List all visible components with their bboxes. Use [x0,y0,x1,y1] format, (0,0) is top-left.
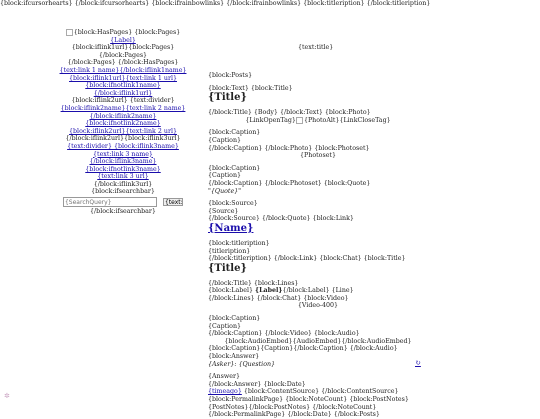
post-line: {block:Caption}{Caption}{/block:Caption} {/block:Audio} {block:Answer} [208,345,398,361]
date-line [208,388,428,396]
content-source: {block:ContentSource} {/block:ContentSource} [241,388,399,396]
refresh-icon[interactable]: ↻ [415,359,421,367]
blog-title: {text:title} [298,44,334,51]
link-3-notname[interactable]: {/block:iflink3name}{block:ifnotlink3name} [85,158,161,173]
sidebar-line: {/block:iflink2url}{block:iflink3url} [65,135,181,143]
sidebar-line: {/block:iflink3url} [93,180,153,188]
post-line: {/block:Caption} {/block:Video} {block:Audio} [208,330,360,338]
photoset: {Photoset} [300,152,336,160]
link-1-url[interactable]: {block:iflink1url}{text:link 1 url} [69,74,177,82]
searchbar-end: {/block:ifsearchbar} [90,208,156,216]
chat-label: {Label} [255,287,283,295]
haspages-text: {block:HasPages} [73,29,133,36]
post-line: {Source} [208,207,239,215]
link-post-name[interactable]: {Name} [208,222,254,234]
pages-row [59,29,187,44]
post-line: {block:Text} {block:Title} [208,84,293,92]
post-line: {/block:Caption} {/block:Photo} {block:Photoset} [208,144,370,152]
post-title: {Title} [208,92,247,104]
post-line: {/block:Answer} {block:Date} [208,380,306,388]
post-line: {/block:Lines} {/block:Chat} {block:Video} [208,294,349,302]
posts-area [208,72,428,419]
post-line: {block:Caption} [208,164,261,172]
link-2-url[interactable]: {block:iflink2url}{text:link 2 url} [69,127,177,135]
link-2-notname[interactable]: {/block:iflink2name}{block:ifnotlink2name} [85,112,161,128]
sidebar-line: {block:iflink1url}{block:Pages} {/block:Pages} [71,44,175,59]
asker-em: {Asker}: {Question} [208,360,276,368]
search-input[interactable] [63,197,157,207]
quote-em: "{Quote}" [208,187,242,195]
post-line: {titleription} [208,247,251,255]
search-button[interactable] [163,198,183,206]
link-open-tag: {LinkOpenTag} [245,116,296,124]
post-line: {Answer} [208,373,240,381]
broken-image-icon [66,29,73,36]
post-line: {Caption} [208,322,242,330]
post-line: {block:PermalinkPage} {block:NoteCount} {block:PostNotes} [208,396,409,403]
link-1-name[interactable]: {text:link 1 name}{/block:iflink1name} [59,66,187,74]
post-line: {/block:Title} {Body} {/block:Text} {block:Photo} [208,109,371,117]
video-embed: {Video-400} [297,302,339,310]
post-line: {block:Caption} [208,315,261,323]
sidebar [59,29,187,216]
search-form [59,197,187,207]
asker-question [208,361,428,369]
page-label-link[interactable]: {Label} [110,36,136,44]
post-line: {PostNotes}{/block:PostNotes} {/block:NoteCount} [208,403,377,411]
chat-title: {Title} [208,262,247,274]
pages-text: {block:Pages} [134,29,181,36]
broken-image-icon [296,117,303,124]
post-line: {block:titleription} [208,239,270,247]
quote-text [208,188,428,196]
post-line: {Caption} [208,136,242,144]
searchbar-start: {block:ifsearchbar} [91,188,155,196]
sidebar-line [59,82,187,97]
photo-alt: {PhotoAlt}{LinkCloseTag} [303,116,391,124]
label-open: {block:Label} [208,287,254,295]
timeago-link[interactable]: {timeago} [208,388,242,396]
audio-embed: {block:AudioEmbed}{AudioEmbed}{/block:AudioEmbed} [224,337,412,345]
post-line: {/block:PermalinkPage} {/block:Date} {/block:Posts} [208,411,380,419]
pages-end-text: {/block:Pages} {/block:HasPages} [67,59,179,67]
sidebar-line: {block:iflink2url} {text:divider} [71,97,175,105]
post-line: {/block:Title} {block:Lines} [208,279,299,287]
label-close: {/block:Label} {Line} [282,287,354,295]
post-line: {block:Caption} [208,129,261,137]
post-line: {block:Source} [208,200,258,208]
post-line: {/block:titleription} {/block:Link} {block:Chat} {block:Title} [208,255,406,263]
link-1-notname[interactable]: {block:ifnotlink1name}{/block:iflink1url} [85,82,161,97]
sparkle-icon: ✲ [4,392,10,400]
template-header-text: {block:ifcursorhearts} {/block:ifcursorhearts} {block:ifrainbowlinks} {/block:ifrainbowlinks} {block:titleription} {/block:titleription} [0,0,431,7]
post-line: {/block:Caption} {/block:Photoset} {block:Quote} [208,179,371,187]
link-2-name[interactable]: {block:iflink2name}{text:link 2 name} [60,104,186,112]
post-line: {block:Posts} [208,72,253,79]
link-3-name[interactable]: {text:divider} {block:iflink3name}{text:link 3 name} [67,142,179,158]
photo-line [208,117,428,125]
post-line: {/block:Source} {/block:Quote} {block:Link} [208,215,354,223]
link-3-url[interactable]: {text:link 3 url} [97,173,149,181]
post-line: {Caption} [208,172,242,180]
chat-line [208,287,428,295]
